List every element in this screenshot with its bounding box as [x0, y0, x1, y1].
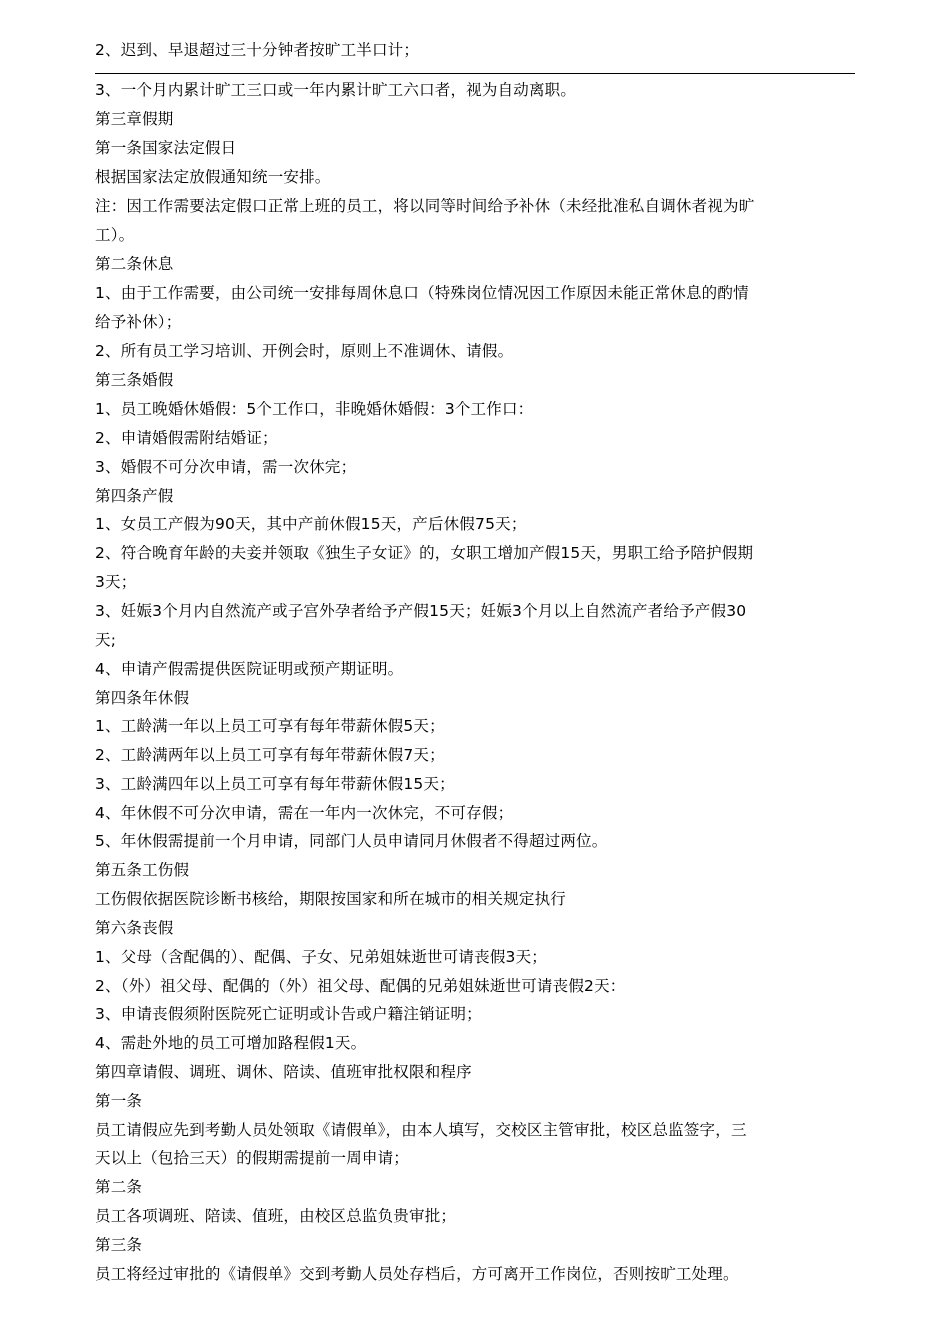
text-line: 1、父母（含配偶的）、配偶、子女、兄弟姐妹逝世可请丧假3天； [95, 948, 547, 966]
text-line: 3天； [95, 573, 137, 591]
text-line: 3、一个月内累计旷工三口或一年内累计旷工六口者，视为自动离职。 [95, 81, 577, 99]
text-line: 3、申请丧假须附医院死亡证明或讣告或户籍注销证明； [95, 1005, 482, 1023]
article-heading: 第一条 [95, 1092, 143, 1110]
text-line: 2、迟到、早退超过三十分钟者按旷工半口计； [95, 41, 420, 59]
article-heading: 第四条年休假 [95, 689, 190, 707]
article-heading: 第五条工伤假 [95, 861, 190, 879]
text-line: 1、工龄满一年以上员工可享有每年带薪休假5天； [95, 717, 445, 735]
text-line: 员工将经过审批的《请假单》交到考勤人员处存档后，方可离开工作岗位，否则按旷工处理。 [95, 1265, 739, 1283]
text-line: 天; [95, 631, 117, 649]
text-line: 2、工龄满两年以上员工可享有每年带薪休假7天； [95, 746, 445, 764]
text-line: 2、（外）祖父母、配偶的（外）祖父母、配偶的兄弟姐妹逝世可请丧假2天： [95, 977, 626, 995]
text-line: 4、需赴外地的员工可增加路程假1天。 [95, 1034, 367, 1052]
text-line: 3、妊娠3个月内自然流产或子宫外孕者给予产假15天；妊娠3个月以上自然流产者给予产假30 [95, 602, 747, 620]
article-heading: 第二条休息 [95, 255, 174, 273]
text-line: 2、申请婚假需附结婚证； [95, 429, 278, 447]
article-heading: 第三条婚假 [95, 371, 174, 389]
text-line: 2、符合晚育年龄的夫妾并领取《独生子女证》的，女职工增加产假15天，男职工给予陪护假期 [95, 544, 754, 562]
article-heading: 第一条国家法定假日 [95, 139, 237, 157]
text-line: 给予补休）； [95, 313, 182, 331]
article-heading: 第三条 [95, 1236, 143, 1254]
text-line: 1、由于工作需要，由公司统一安排每周休息口（特殊岗位情况因工作原因未能正常休息的酌情 [95, 284, 749, 302]
text-line: 3、婚假不可分次申请，需一次休完； [95, 458, 357, 476]
section-heading: 第三章假期 [95, 110, 174, 128]
divider [95, 73, 855, 74]
text-line: 工伤假依据医院诊断书核给，期限按国家和所在城市的相关规定执行 [95, 890, 567, 908]
text-line: 天以上（包拾三天）的假期需提前一周申请； [95, 1149, 410, 1167]
text-line: 4、年休假不可分次申请，需在一年内一次休完，不可存假； [95, 804, 514, 822]
text-line: 根据国家法定放假通知统一安排。 [95, 168, 331, 186]
article-heading: 第六条丧假 [95, 919, 174, 937]
text-line: 2、所有员工学习培训、开例会时，原则上不准调休、请假。 [95, 342, 514, 360]
article-heading: 第四条产假 [95, 487, 174, 505]
section-heading: 第四章请假、调班、调休、陪读、值班审批权限和程序 [95, 1063, 472, 1081]
text-line: 工）。 [95, 226, 135, 244]
text-line: 4、申请产假需提供医院证明或预产期证明。 [95, 660, 404, 678]
text-line: 1、员工晚婚休婚假：5个工作口，非晚婚休婚假：3个工作口： [95, 400, 534, 418]
text-line: 员工请假应先到考勤人员处领取《请假单》，由本人填写，交校区主管审批，校区总监签字，三 [95, 1121, 747, 1139]
text-line: 员工各项调班、陪读、值班，由校区总监负贵审批； [95, 1207, 457, 1225]
text-line: 注：因工作需要法定假口正常上班的员工，将以同等时间给予补休（未经批准私自调休者视为旷 [95, 197, 755, 215]
text-line: 5、年休假需提前一个月申请，同部门人员申请同月休假者不得超过两位。 [95, 832, 608, 850]
text-line: 1、女员工产假为90天，其中产前休假15天，产后休假75天； [95, 515, 527, 533]
text-line: 3、工龄满四年以上员工可享有每年带薪休假15天； [95, 775, 455, 793]
article-heading: 第二条 [95, 1178, 143, 1196]
